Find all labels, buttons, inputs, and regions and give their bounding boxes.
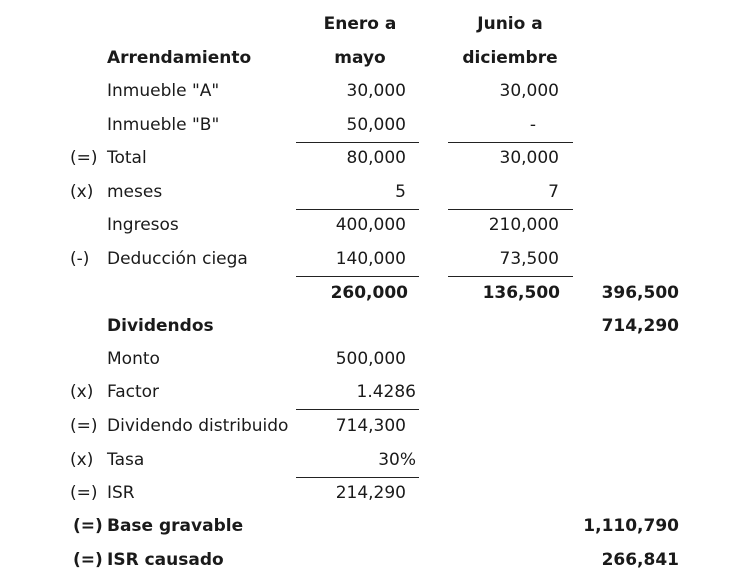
row-label: Tasa	[107, 450, 145, 470]
row-col1-value: 80,000	[346, 148, 406, 168]
row-prefix: (=)	[70, 416, 98, 436]
row-col2-value: 73,500	[499, 249, 559, 269]
divider	[296, 477, 419, 478]
isr-causado-label: ISR causado	[107, 550, 224, 570]
row-value: 1.4286	[356, 382, 416, 402]
col1-header-line2: mayo	[334, 48, 386, 68]
row-prefix: (x)	[70, 382, 94, 402]
row-label: Deducción ciega	[107, 249, 248, 269]
row-label: meses	[107, 182, 163, 202]
row-col2-value: 30,000	[499, 81, 559, 101]
row-col2-value: -	[529, 115, 536, 135]
divider	[448, 142, 573, 143]
row-label: Inmueble "B"	[107, 115, 220, 135]
row-prefix: (x)	[70, 182, 94, 202]
row-value: 30%	[378, 450, 416, 470]
row-label: ISR	[107, 483, 135, 503]
row-col2-value: 210,000	[488, 215, 559, 235]
dividendos-total: 714,290	[601, 316, 679, 336]
subtotal-total: 396,500	[601, 283, 679, 303]
col2-header-line2: diciembre	[462, 48, 558, 68]
row-col2-value: 30,000	[499, 148, 559, 168]
row-col1-value: 140,000	[335, 249, 406, 269]
row-col1-value: 400,000	[335, 215, 406, 235]
divider	[296, 276, 419, 277]
summary-prefix: (=)	[73, 516, 103, 536]
row-prefix: (=)	[70, 483, 98, 503]
row-label: Monto	[107, 349, 160, 369]
dividendos-title: Dividendos	[107, 316, 214, 336]
subtotal-col2: 136,500	[482, 283, 560, 303]
col2-header-line1: Junio a	[477, 14, 543, 34]
row-label: Total	[107, 148, 147, 168]
subtotal-col1: 260,000	[330, 283, 408, 303]
row-col1-value: 5	[395, 182, 406, 202]
row-col1-value: 50,000	[346, 115, 406, 135]
row-label: Inmueble "A"	[107, 81, 220, 101]
isr-causado-value: 266,841	[601, 550, 679, 570]
row-label: Factor	[107, 382, 160, 402]
row-prefix: (x)	[70, 450, 94, 470]
row-label: Dividendo distribuido	[107, 416, 289, 436]
col1-header-line1: Enero a	[323, 14, 397, 34]
row-col2-value: 7	[548, 182, 559, 202]
divider	[296, 142, 419, 143]
row-prefix: (-)	[70, 249, 90, 269]
row-value: 214,290	[335, 483, 406, 503]
row-value: 500,000	[335, 349, 406, 369]
row-prefix: (=)	[70, 148, 98, 168]
row-label: Ingresos	[107, 215, 179, 235]
divider	[448, 276, 573, 277]
divider	[296, 409, 419, 410]
row-value: 714,300	[335, 416, 406, 436]
divider	[448, 209, 573, 210]
base-gravable-label: Base gravable	[107, 516, 244, 536]
base-gravable-value: 1,110,790	[583, 516, 679, 536]
row-col1-value: 30,000	[346, 81, 406, 101]
arrendamiento-title: Arrendamiento	[107, 48, 252, 68]
divider	[296, 209, 419, 210]
summary-prefix: (=)	[73, 550, 103, 570]
